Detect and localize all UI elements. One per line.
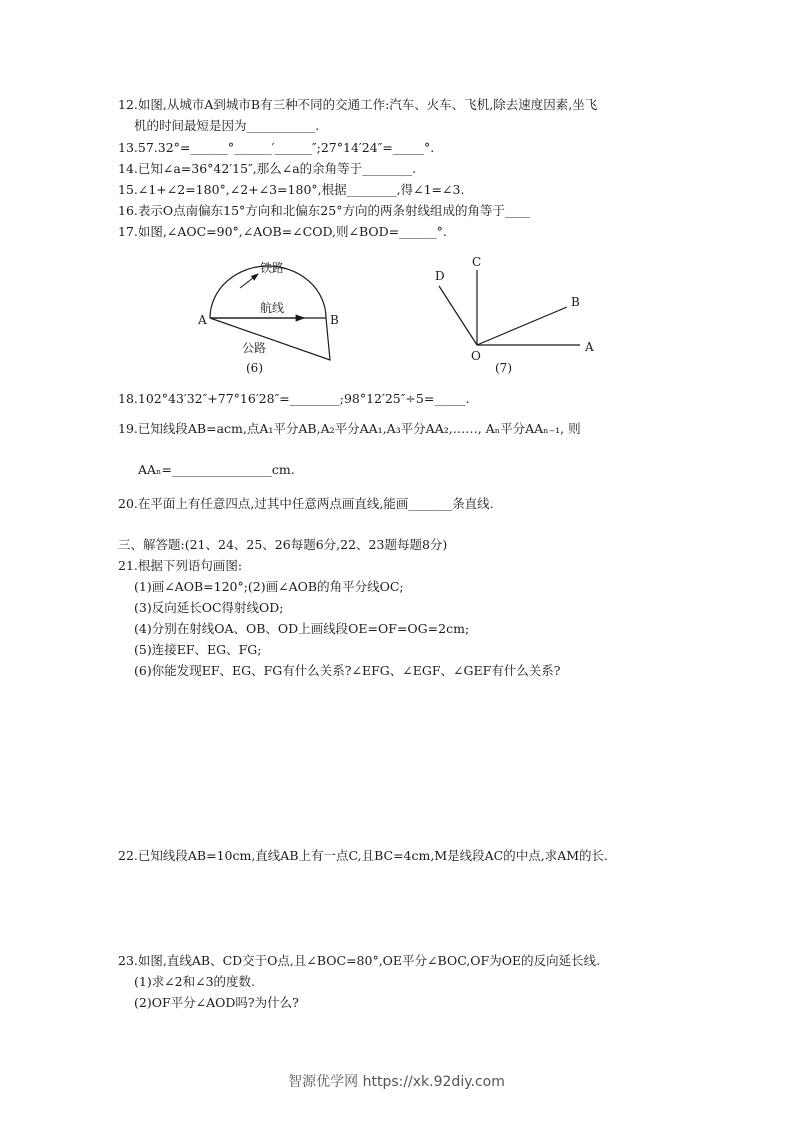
question-23: 23.如图,直线AB、CD交于O点,且∠BOC=80°,OE平分∠BOC,OF为OE的反向延长线. (118, 953, 601, 968)
ray-od (439, 286, 477, 345)
question-15: 15.∠1+∠2=180°,∠2+∠3=180°,根据________,得∠1=∠3. (118, 182, 465, 197)
question-21-item-2: (3)反向延长OC得射线OD; (134, 600, 284, 615)
figure-6-caption: (6) (246, 361, 263, 375)
label-o: O (471, 349, 481, 363)
footer-watermark: 智源优学网 https://xk.92diy.com (288, 1074, 505, 1090)
question-20: 20.在平面上有任意四点,过其中任意两点画直线,能画_______条直线. (118, 496, 494, 511)
label-a: A (198, 313, 207, 327)
highway-path (210, 318, 330, 360)
question-12-line1: 12.如图,从城市A到城市B有三种不同的交通工作:汽车、火车、飞机,除去速度因素,坐飞 (118, 97, 598, 112)
question-23-item-1: (1)求∠2和∠3的度数. (134, 974, 256, 989)
label-a: A (585, 340, 594, 354)
question-22: 22.已知线段AB=10cm,直线AB上有一点C,且BC=4cm,M是线段AC的中点,求AM的长. (118, 848, 609, 863)
ray-ob (477, 307, 567, 345)
label-d: D (435, 269, 445, 283)
figure-7-caption: (7) (495, 361, 512, 375)
label-b: B (571, 295, 580, 309)
question-21: 21.根据下列语句画图: (118, 558, 243, 573)
question-19-line2: AAₙ=________________cm. (138, 462, 295, 477)
question-18: 18.102°43′32″+77°16′28″=________;98°12′25″÷5=_____. (118, 391, 470, 406)
railway-arrow (240, 274, 258, 288)
label-highway: 公路 (242, 341, 267, 355)
section-3-heading: 三、解答题:(21、24、25、26每题6分,22、23题每题8分) (118, 537, 448, 552)
question-16: 16.表示O点南偏东15°方向和北偏东25°方向的两条射线组成的角等于____ (118, 203, 530, 218)
label-c: C (472, 255, 482, 269)
label-b: B (330, 313, 339, 327)
question-23-item-2: (2)OF平分∠AOD吗?为什么? (134, 995, 299, 1010)
question-21-item-3: (4)分别在射线OA、OB、OD上画线段OE=OF=OG=2cm; (134, 621, 470, 636)
question-17: 17.如图,∠AOC=90°,∠AOB=∠COD,则∠BOD=______°. (118, 224, 447, 239)
label-airline: 航线 (260, 301, 285, 315)
question-13: 13.57.32°=______°______′______″;27°14′24″=_____°. (118, 140, 435, 155)
question-21-item-1: (1)画∠AOB=120°;(2)画∠AOB的角平分线OC; (134, 579, 404, 594)
figure-6 (190, 250, 350, 380)
figure-7 (425, 250, 605, 380)
question-21-item-5: (6)你能发现EF、EG、FG有什么关系?∠EFG、∠EGF、∠GEF有什么关系? (134, 663, 561, 678)
label-railway: 铁路 (260, 261, 285, 275)
question-14: 14.已知∠a=36°42′15″,那么∠a的余角等于________. (118, 161, 417, 176)
question-21-item-4: (5)连接EF、EG、FG; (134, 642, 262, 657)
question-12-line2: 机的时间最短是因为___________. (134, 118, 320, 133)
question-19-line1: 19.已知线段AB=acm,点A₁平分AB,A₂平分AA₁,A₃平分AA₂,……, Aₙ平分AAₙ₋₁, 则 (118, 421, 581, 436)
